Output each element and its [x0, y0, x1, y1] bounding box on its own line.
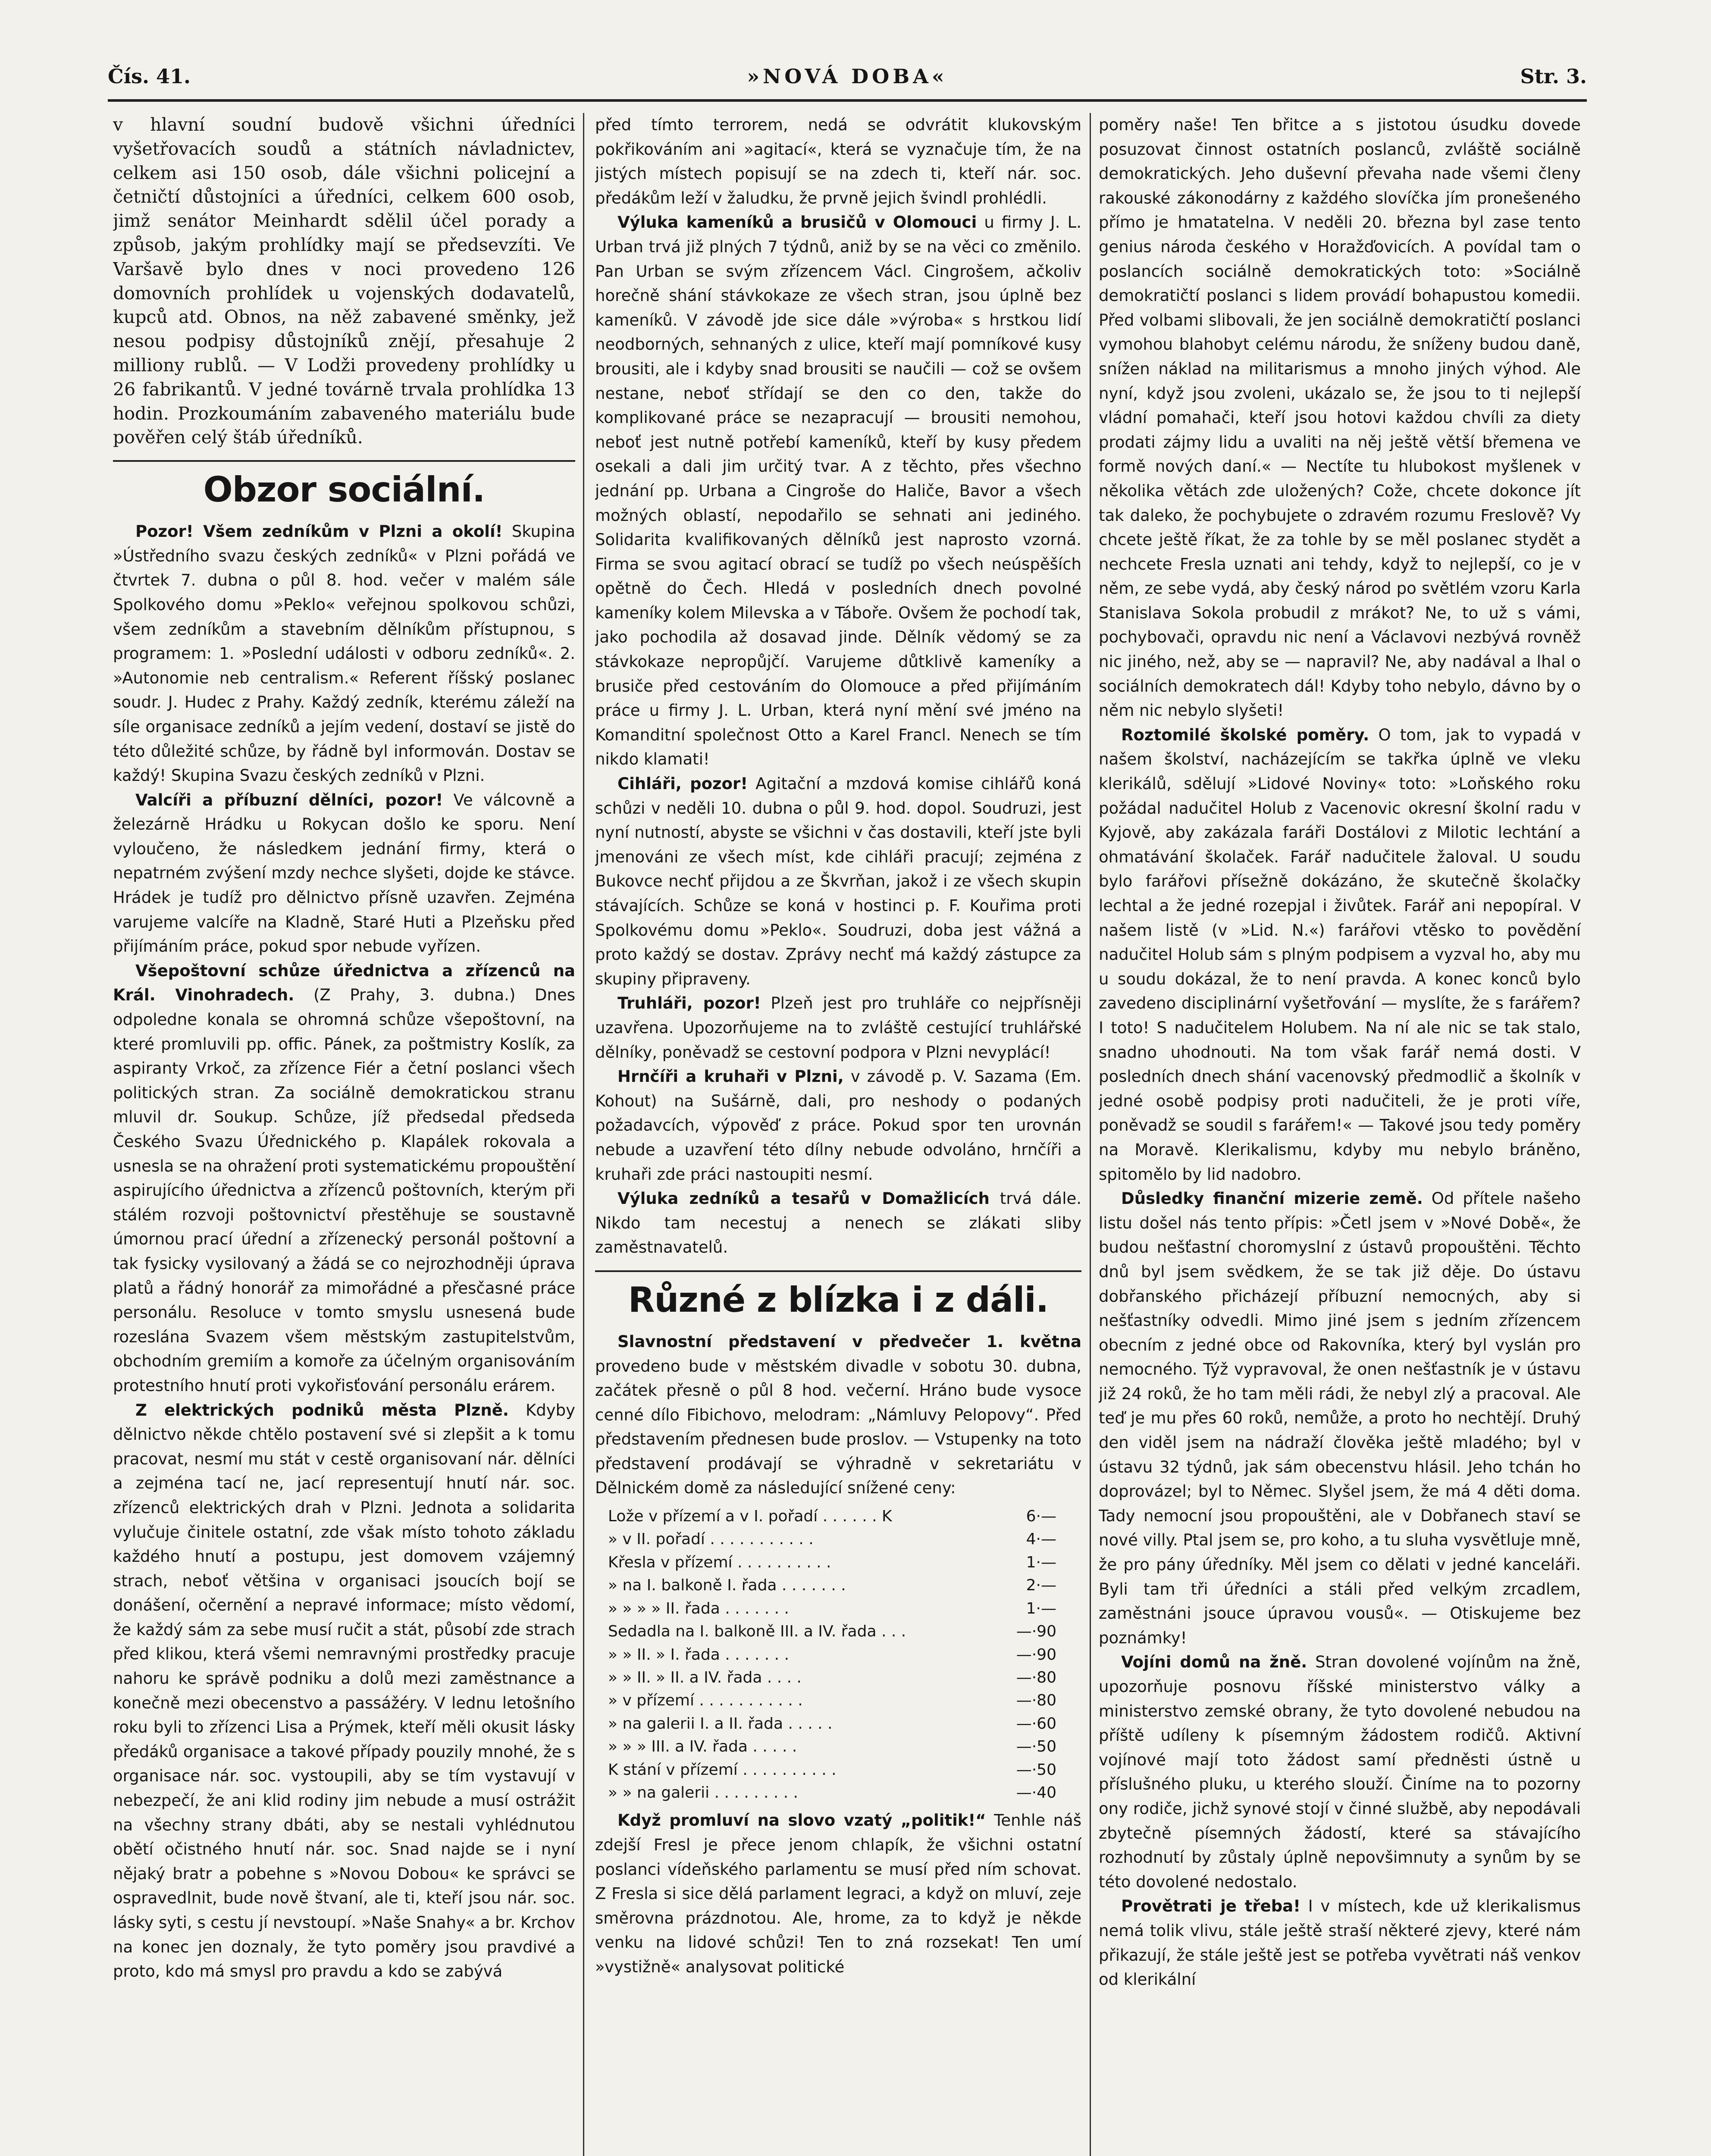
- price-label: » » na galerii . . . . . . . . .: [608, 1783, 799, 1802]
- price-label: » v II. pořadí . . . . . . . . . . .: [608, 1530, 814, 1548]
- price-label: » » » » II. řada . . . . . . .: [608, 1599, 789, 1617]
- price-row: [608, 1620, 1056, 1643]
- article-headline: Výluka kameníků a brusičů v Olomouci: [617, 213, 977, 232]
- article: [595, 1187, 1081, 1260]
- masthead-title: »NOVÁ DOBA«: [747, 65, 948, 88]
- column-2: [595, 113, 1081, 2156]
- header-rule: [108, 99, 1587, 102]
- article-headline: Slavnostní představení v předvečer 1. května: [617, 1332, 1081, 1351]
- price-label: » na galerii I. a II. řada . . . . .: [608, 1714, 833, 1733]
- article-body: Tenhle náš zdejší Fresl je přece jenom chlapík, že všichni ostatní poslanci vídeňského parlamentu se musí před ním schovat. Z Fresla si sice dělá parlament legraci, a když on mluví, zeje směrovna prázdnotou. Ale, hrome, za to když je někde venku na lidové schůzi! Ten to zná rozsekat! Ten umí »vystižně« analysovat politické: [595, 1811, 1081, 1976]
- price-label: » » II. » II. a IV. řada . . . .: [608, 1668, 802, 1686]
- article: [1099, 723, 1581, 1187]
- article-body: Od přítele našeho listu došel nás tento přípis: »Četl jsem v »Nové Době«, že budou nešťastní choromyslní z ústavů propouštěni. Těchto dnů byl jsem svědkem, že se tak již děje. Do ústavu dobřanského přicházejí příbuzní nemocných, aby si nešťastníky odvedli. Mimo jiné jsem s jedním zřízencem obecním z jedné obce od Rakovníka, který byl vyslán pro nemocného. Týž vypravoval, že onen nešťastník je v ústavu již 24 roků, že ho tam měli rádi, že nebyl zlý a pracoval. Ale teď je mu přes 60 roků, nemůže, a proto ho nechtějí. Druhý den viděl jsem na nádraží člověka ještě mladého; byl v ústavu 32 týdnů, jak sám obecenstvu hlásil. Jeho tchán ho doprovázel; byl to Němec. Slyšel jsem, že má 4 děti doma. Tady nemocní jsou propouštěni, ale v Dobřanech staví se nové villy. Ptal jsem se, pro koho, a tu sluha vysvětluje mně, že pro pány úředníky. Měl jsem co dělati v jedné kanceláři. Byli tam tři úředníci a stáli před velkým zrcadlem, zaměstnáni jsouce úpravou vousů«. — Otiskujeme bez poznámky!: [1099, 1189, 1581, 1647]
- price-row: [608, 1505, 1056, 1528]
- article: [113, 1398, 575, 1984]
- article-headline: Důsledky finanční mizerie země.: [1121, 1189, 1423, 1208]
- price-value: 4·—: [1026, 1530, 1056, 1548]
- price-row: [608, 1758, 1056, 1781]
- article: [113, 959, 575, 1398]
- column-separator: [1090, 113, 1091, 2156]
- price-value: —·50: [1016, 1738, 1056, 1756]
- price-row: [608, 1551, 1056, 1574]
- article: [595, 210, 1081, 772]
- price-value: 1·—: [1026, 1599, 1056, 1617]
- article: [113, 520, 575, 788]
- price-row: [608, 1597, 1056, 1620]
- article: [595, 1808, 1081, 1979]
- price-row: [608, 1781, 1056, 1804]
- price-row: [608, 1666, 1056, 1689]
- price-row: [608, 1528, 1056, 1551]
- price-table: [608, 1505, 1056, 1804]
- price-value: —·90: [1016, 1645, 1056, 1664]
- article-body: Skupina »Ústředního svazu českých zedníků« v Plzni pořádá ve čtvrtek 7. dubna o půl 8. hod. večer v malém sále Spolkového domu »Peklo« veřejnou spolkovou schůzi, všem zedníkům a stavebním dělníkům přístupnou, s programem: 1. »Poslední události v odboru zedníků«. 2. »Autonomie neb centralism.« Referent říšský poslanec soudr. J. Hudec z Prahy. Každý zedník, kterému záleží na síle organisace zedníků a jejím vedení, dostaví se jistě do této důležité schůze, by řádně byl informován. Dostav se každý! Skupina Svazu českých zedníků v Plzni.: [113, 522, 575, 785]
- section-title-misc: Různé z blízka i z dáli.: [628, 1279, 1049, 1320]
- article-continuation: před tímto terrorem, nedá se odvrátit klukovským pokřikováním ani »agitací«, která se vyznačuje tím, že na jistých místech popisují se na zdech ti, kteří nár. soc. předákům leží v žaludku, že prvně jejich švindl prohlédli.: [595, 116, 1081, 207]
- price-value: 6·—: [1026, 1507, 1056, 1526]
- price-value: —·90: [1016, 1623, 1056, 1641]
- article-continuation: v hlavní soudní budově všichni úředníci vyšetřovacích soudů a státních návladnictev, celkem asi 150 osob, dále všichni policejní a četničtí důstojníci a úředníci, celkem 600 osob, jimž senátor Meinhardt sdělil účel porady a způsob, jakým prohlídky mají se předsevzíti. Ve Varšavě bylo dnes v noci provedeno 126 domovních prohlídek u vojenských dodavatelů, kupců atd. Obnos, na něž zabavené směnky, jež nesou podpisy důstojníků znějí, přesahuje 2 milliony rublů. — V Lodži provedeny prohlídky u 26 fabrikantů. V jedné továrně trvala prohlídka 13 hodin. Prozkoumáním zabaveného materiálu bude pověřen celý štáb úředníků.: [113, 114, 575, 448]
- price-label: K stání v přízemí . . . . . . . . . .: [608, 1761, 837, 1779]
- article-headline: Z elektrických podniků města Plzně.: [135, 1401, 509, 1420]
- price-label: » » II. » I. řada . . . . . . .: [608, 1645, 790, 1664]
- article-headline: Když promluví na slovo vzatý „politik!“: [617, 1811, 986, 1830]
- section-rule: [595, 1270, 1081, 1272]
- article-headline: Hrnčíři a kruhaři v Plzni,: [617, 1067, 844, 1086]
- price-value: —·50: [1016, 1761, 1056, 1779]
- page-number: Str. 3.: [1520, 65, 1587, 88]
- article-headline: Truhláři, pozor!: [617, 994, 761, 1013]
- article-body: (Z Prahy, 3. dubna.) Dnes odpoledne konala se ohromná schůze všepoštovní, na které promluvili pp. offic. Pánek, za poštmistry Koslík, za aspiranty Vrkoč, za zřízence Fiér a četní poslanci všech politických stran. Za sociálně demokratickou stranu mluvil dr. Soukup. Schůze, jíž předsedal předseda Českého Svazu Úřednického p. Klapálek rokovala a usnesla se na ohražení proti systematickému propouštění aspirujícího úřednictva a zřízenců poštovních, kterým při stálém rozvoji poštovnictví přestěhuje se soustavně úmornou prací úřední a zřízenecký personál poštovní a tak fysicky vysilovaný a žádá se co nejrozhodněji úprava platů a řádný honorář za mimořádné a přesčasné práce personálu. Resoluce v tomto smyslu usnesená bude rozeslána Svazem všem městským zastupitelstvům, obchodním gremiím a komoře za účelným organisováním protestního hnutí proti vykořisťování personálu erárem.: [113, 986, 575, 1395]
- column-separator: [583, 113, 584, 2156]
- price-row: [608, 1689, 1056, 1712]
- article-body: u firmy J. L. Urban trvá již plných 7 týdnů, aniž by se na věci co změnilo. Pan Urban se svým zřízencem Václ. Cingrošem, ačkoliv horečně shání stávkokaze ze všech stran, jsou úplně bez kameníků. V závodě jde sice dále »výroba« s hrstkou lidí neodborných, sehnaných z ulice, kteří mají pomníkové kusy brousiti, ale i kdyby snad brousiti se naučili — což se ovšem nestane, neboť střídají se den co den, takže do komplikované práce se nezapracují — brousiti nemohou, neboť jest nutně potřebí kameníků, kteří by kusy předem osekali a dali jim určitý tvar. A z těchto, přes všechno jednání pp. Urbana a Cingroše do Haliče, Bavor a všech možných oblastí, nepodařilo se sehnati ani jediného. Solidarita kvalifikovaných dělníků jest naprosto vzorná. Firma se svou agitací obrací se tudíž po všech neúspěších opětně do Čech. Hledá v posledních dnech povolné kameníky kolem Milevska a v Táboře. Ovšem že pochodí tak, jako pochodila až dosavad jinde. Dělník vědomý se za stávkokaze nepropůjčí. Varujeme důtklivě kameníky a brusiče před cestováním do Olomouce a před přijímáním práce u firmy J. L. Urban, která nyní mění své jméno na Komanditní společnost Otto a Karel Francl. Nenech se tím nikdo klamati!: [595, 213, 1081, 769]
- price-value: —·80: [1016, 1692, 1056, 1710]
- article: [595, 772, 1081, 991]
- price-label: » na I. balkoně I. řada . . . . . . .: [608, 1576, 846, 1595]
- article: [1099, 1650, 1581, 1894]
- article-headline: Valcíři a příbuzní dělníci, pozor!: [135, 790, 443, 809]
- article-body: provedeno bude v městském divadle v sobotu 30. dubna, začátek přesně o půl 8 hod. večerní. Hráno bude vysoce cenné dílo Fibichovo, melodram: „Námluvy Pelopovy“. Před představením přednesen bude proslov. — Vstupenky na toto představení prodávají se výhradně v sekretariátu v Dělnickém domě za následující snížené ceny:: [595, 1357, 1081, 1498]
- article-body: Stran dovolené vojínům na žně, upozorňuje posnovu říšské ministerstvo války a ministerstvo zemské obrany, že tyto dovolené nebudou na příště udíleny k písemným žádostem rodičů. Aktivní vojínové mají toto žádost samí předněsti ústně u příslušného pluku, u kterého slouží. Činíme na to pozorny ony rodiče, jichž synové stojí v činné službě, aby nepodávali zbytečně písemných žádostí, které sa stávajícího rozhodnutí by zůstaly úplně nepovšimnuty a synům by se této dovolené nedostalo.: [1099, 1653, 1581, 1891]
- article-body: Agitační a mzdová komise cihlářů koná schůzi v neděli 10. dubna o půl 9. hod. dopol. Soudruzi, jest nyní nutností, abyste se všichni v čas dostavili, kteří jste byli jmenováni ze všech míst, kde cihláři pracují; zejména z Bukovce nechť přijdou a ze Škvrňan, jakož i ze všech skupin stávajících. Schůze se koná v hostinci p. F. Kouřima proti Spolkovému domu »Peklo«. Soudruzi, doba jest vážná a proto každý se dostav. Zprávy nechť má každý zástupce za skupiny připraveny.: [595, 774, 1081, 988]
- section-title-social: Obzor sociální.: [203, 470, 485, 510]
- article-body: O tom, jak to vypadá v našem školství, nacházejícím se takřka úplně ve vleku klerikálů, sdělují »Lidové Noviny« toto: »Loňského roku požádal nadučitel Holub z Vacenovic okresní školní radu v Kyjově, aby zakázala faráři Dostálovi z Milotic lechtání a ohmatávání školaček. Farář nadučitele žaloval. U soudu bylo farářovi přísežně dokázáno, že skutečně školačky lechtal a že jedné rozepjal i živůtek. Farář ani nepopíral. V našem listě (v »Lid. N.«) farářovi vtěsko to povědění nadučitel Holub sám s plným podpisem a vyzval ho, aby mu u soudu dokázal, že to není pravda. A konec konců bylo zavedeno disciplinární vyšetřování — myslíte, že s farářem? I toto! S nadučitelem Holubem. Na ní ale nic se tak stalo, snadno uhodnouti. Na tom však farář nemá dosti. V posledních dnech shání vacenovský předmodlič a školník v jedné osobě podpisy proti nadučiteli, že je proti víře, poněvadž se soudil s farářem!« — Takové jsou tedy poměry na Moravě. Klerikalismu, kdyby mu nebylo bráněno, spitomělo by lid nadobro.: [1099, 725, 1581, 1184]
- article-headline: Výluka zedníků a tesařů v Domažlicích: [617, 1189, 990, 1208]
- article: [595, 1065, 1081, 1187]
- price-row: [608, 1712, 1056, 1735]
- price-value: 2·—: [1026, 1576, 1056, 1595]
- article-headline: Cihláři, pozor!: [617, 774, 748, 793]
- column-3: [1099, 113, 1581, 2156]
- section-rule: [113, 460, 575, 462]
- price-label: » v přízemí . . . . . . . . . . .: [608, 1692, 803, 1710]
- article: [595, 991, 1081, 1065]
- price-value: —·40: [1016, 1783, 1056, 1802]
- column-1: [113, 113, 575, 2156]
- article-headline: Pozor! Všem zedníkům v Plzni a okolí!: [135, 522, 503, 541]
- article: [595, 1330, 1081, 1501]
- price-value: —·80: [1016, 1668, 1056, 1686]
- price-row: [608, 1643, 1056, 1666]
- article: [113, 788, 575, 959]
- price-label: Křesla v přízemí . . . . . . . . . .: [608, 1553, 831, 1571]
- article-headline: Vojíni domů na žně.: [1121, 1653, 1307, 1672]
- article-body: Plzeň jest pro truhláře co nejpřísněji uzavřena. Upozorňujeme na to zvláště cestující truhlářské dělníky, poněvadž se cestovní podpora v Plzni nevyplácí!: [595, 994, 1081, 1062]
- price-label: Sedadla na I. balkoně III. a IV. řada . . .: [608, 1623, 906, 1641]
- article-headline: Provětrati je třeba!: [1121, 1897, 1301, 1916]
- article: [1099, 1187, 1581, 1650]
- price-value: 1·—: [1026, 1553, 1056, 1571]
- article-body: trvá dále. Nikdo tam necestuj a nenech se zlákati sliby zaměstnavatelů.: [595, 1189, 1081, 1257]
- article-body: v závodě p. V. Sazama (Em. Kohout) na Sušárně, dali, pro neshody o podaných požadavcích, výpověď z práce. Pokud spor ten urovnán nebude a uzavření této dílny nebude odvoláno, hrnčíři a kruhaři zde práci nastoupiti nesmí.: [595, 1067, 1081, 1184]
- article-body: Ve válcovně a železárně Hrádku u Rokycan došlo ke sporu. Není vyloučeno, že následkem jednání firmy, která o nepatrném zvýšení mzdy nechce slyšeti, dojde ke stávce. Hrádek je tudíž pro dělnictvo přísně uzavřen. Zejména varujeme valcíře na Kladně, Staré Huti a Plzeňsku před přijímáním práce, pokud spor nebude vyřízen.: [113, 790, 575, 956]
- article-continuation: poměry naše! Ten břitce a s jistotou úsudku dovede posuzovat činnost ostatních poslanců, zvláště sociálně demokratických. Jeho duševní převaha nade všemi členy rakouské zákonodárny z každého slovíčka jím pronešeného přímo je hmatatelna. V neděli 20. března byl zase tento genius národa českého v Horažďovicích. A povídal tam o poslancích sociálně demokratických toto: »Sociálně demokratičtí poslanci s lidem provádí bohapustou komedii. Před volbami slibovali, že jen sociálně demokratičtí poslanci vymohou blahobyt celému národu, že sníženy budou daně, snížen náklad na militarismus a mnoho jiných výhod. Ale nyní, když jsou zvoleni, ukázalo se, že jsou to ti nejlepší vládní pomahači, kteří jsou hotovi každou chvíli za diety prodati zájmy lidu a uvaliti na něj ještě větší břemena ve formě nových daní.« — Nectíte tu hlubokost myšlenek v několika větách zde uložených? Cože, chcete dokonce jít tak daleko, že pochybujete o zdravém rozumu Freslově? Vy chcete ještě říkat, že za tohle by se měl poslanec stydět a nechcete Fresla uznati ani tehdy, když to nejlepší, co je v něm, ze sebe vydá, aby český národ po světlém vzoru Karla Stanislava Sokola probudil z mrákot? Ne, to už s vámi, pochybovači, opravdu nic není a Václavovi nezbývá rovněž nic jiného, než, aby se — napravil? Ne, aby nadával a lhal o sociálních demokratech dál! Kdyby toho nebylo, dávno by o něm nic nebylo slyšeti!: [1099, 116, 1581, 720]
- issue-number: Čís. 41.: [108, 65, 191, 88]
- price-row: [608, 1735, 1056, 1758]
- price-value: —·60: [1016, 1714, 1056, 1733]
- price-label: Lože v přízemí a v I. pořadí . . . . . . K: [608, 1507, 892, 1526]
- article-headline: Všepoštovní schůze úřednictva a zřízenců na Král. Vinohradech.: [113, 961, 575, 1005]
- price-label: » » » III. a IV. řada . . . . .: [608, 1738, 797, 1756]
- article: [1099, 1894, 1581, 1992]
- article-headline: Roztomilé školské poměry.: [1121, 725, 1369, 744]
- page-header: [108, 65, 1587, 103]
- article-body: Kdyby dělnictvo někde chtělo postavení své si zlepšit a k tomu pracovat, nesmí mu stát v cestě organisovaní nár. dělníci a zejména tací ne, jací representují hnutí nár. soc. zřízenců elektrických drah v Plzni. Jednota a solidarita vylučuje činitele ostatní, zde však místo tohoto základu každého hnutí a postupu, jest domovem vzájemný strach, neboť většina v organisaci jsoucích bojí se donášení, očernění a nepravé informace; místo vědomí, že každý sám za sebe musí ručit a stát, působí zde strach před klikou, která všemi nemravnými prostředky pracuje nahoru ke správě podniku a dolů mezi zaměstnance a konečně mezi obecenstvo a passážéry. V lednu letošního roku byli to zřízenci Lisa a Prýmek, kteří měli okusit lásky předáků organisace a takové případy pouzily mnohé, že s organisace nár. soc. vystoupili, aby se tím vystavují v nebezpečí, že ani klid rodiny jim nebude a musí ostrážit na všechny strany dbáti, aby se nestali vyhlédnutou obětí očistného hnutí nár. soc. Snad najde se i nyní nějaký bratr a pobehne s »Novou Dobou« ke správci se ospravedlnit, bude nově štvaní, ale ti, kteří jsou nár. soc. lásky syti, s cestu jí nevstoupí. »Naše Snahy« a br. Krchov na konec jen doznaly, že tyto poměry jsou pravdivé a proto, kdo má smysl pro pravdu a kdo se zabývá: [113, 1401, 575, 1981]
- price-row: [608, 1574, 1056, 1597]
- article-body: I v místech, kde už klerikalismus nemá tolik vlivu, stále ještě straší některé zjevy, které nám přikazují, že stále ještě jest se potřeba vyvětrati náš venkov od klerikální: [1099, 1897, 1581, 1989]
